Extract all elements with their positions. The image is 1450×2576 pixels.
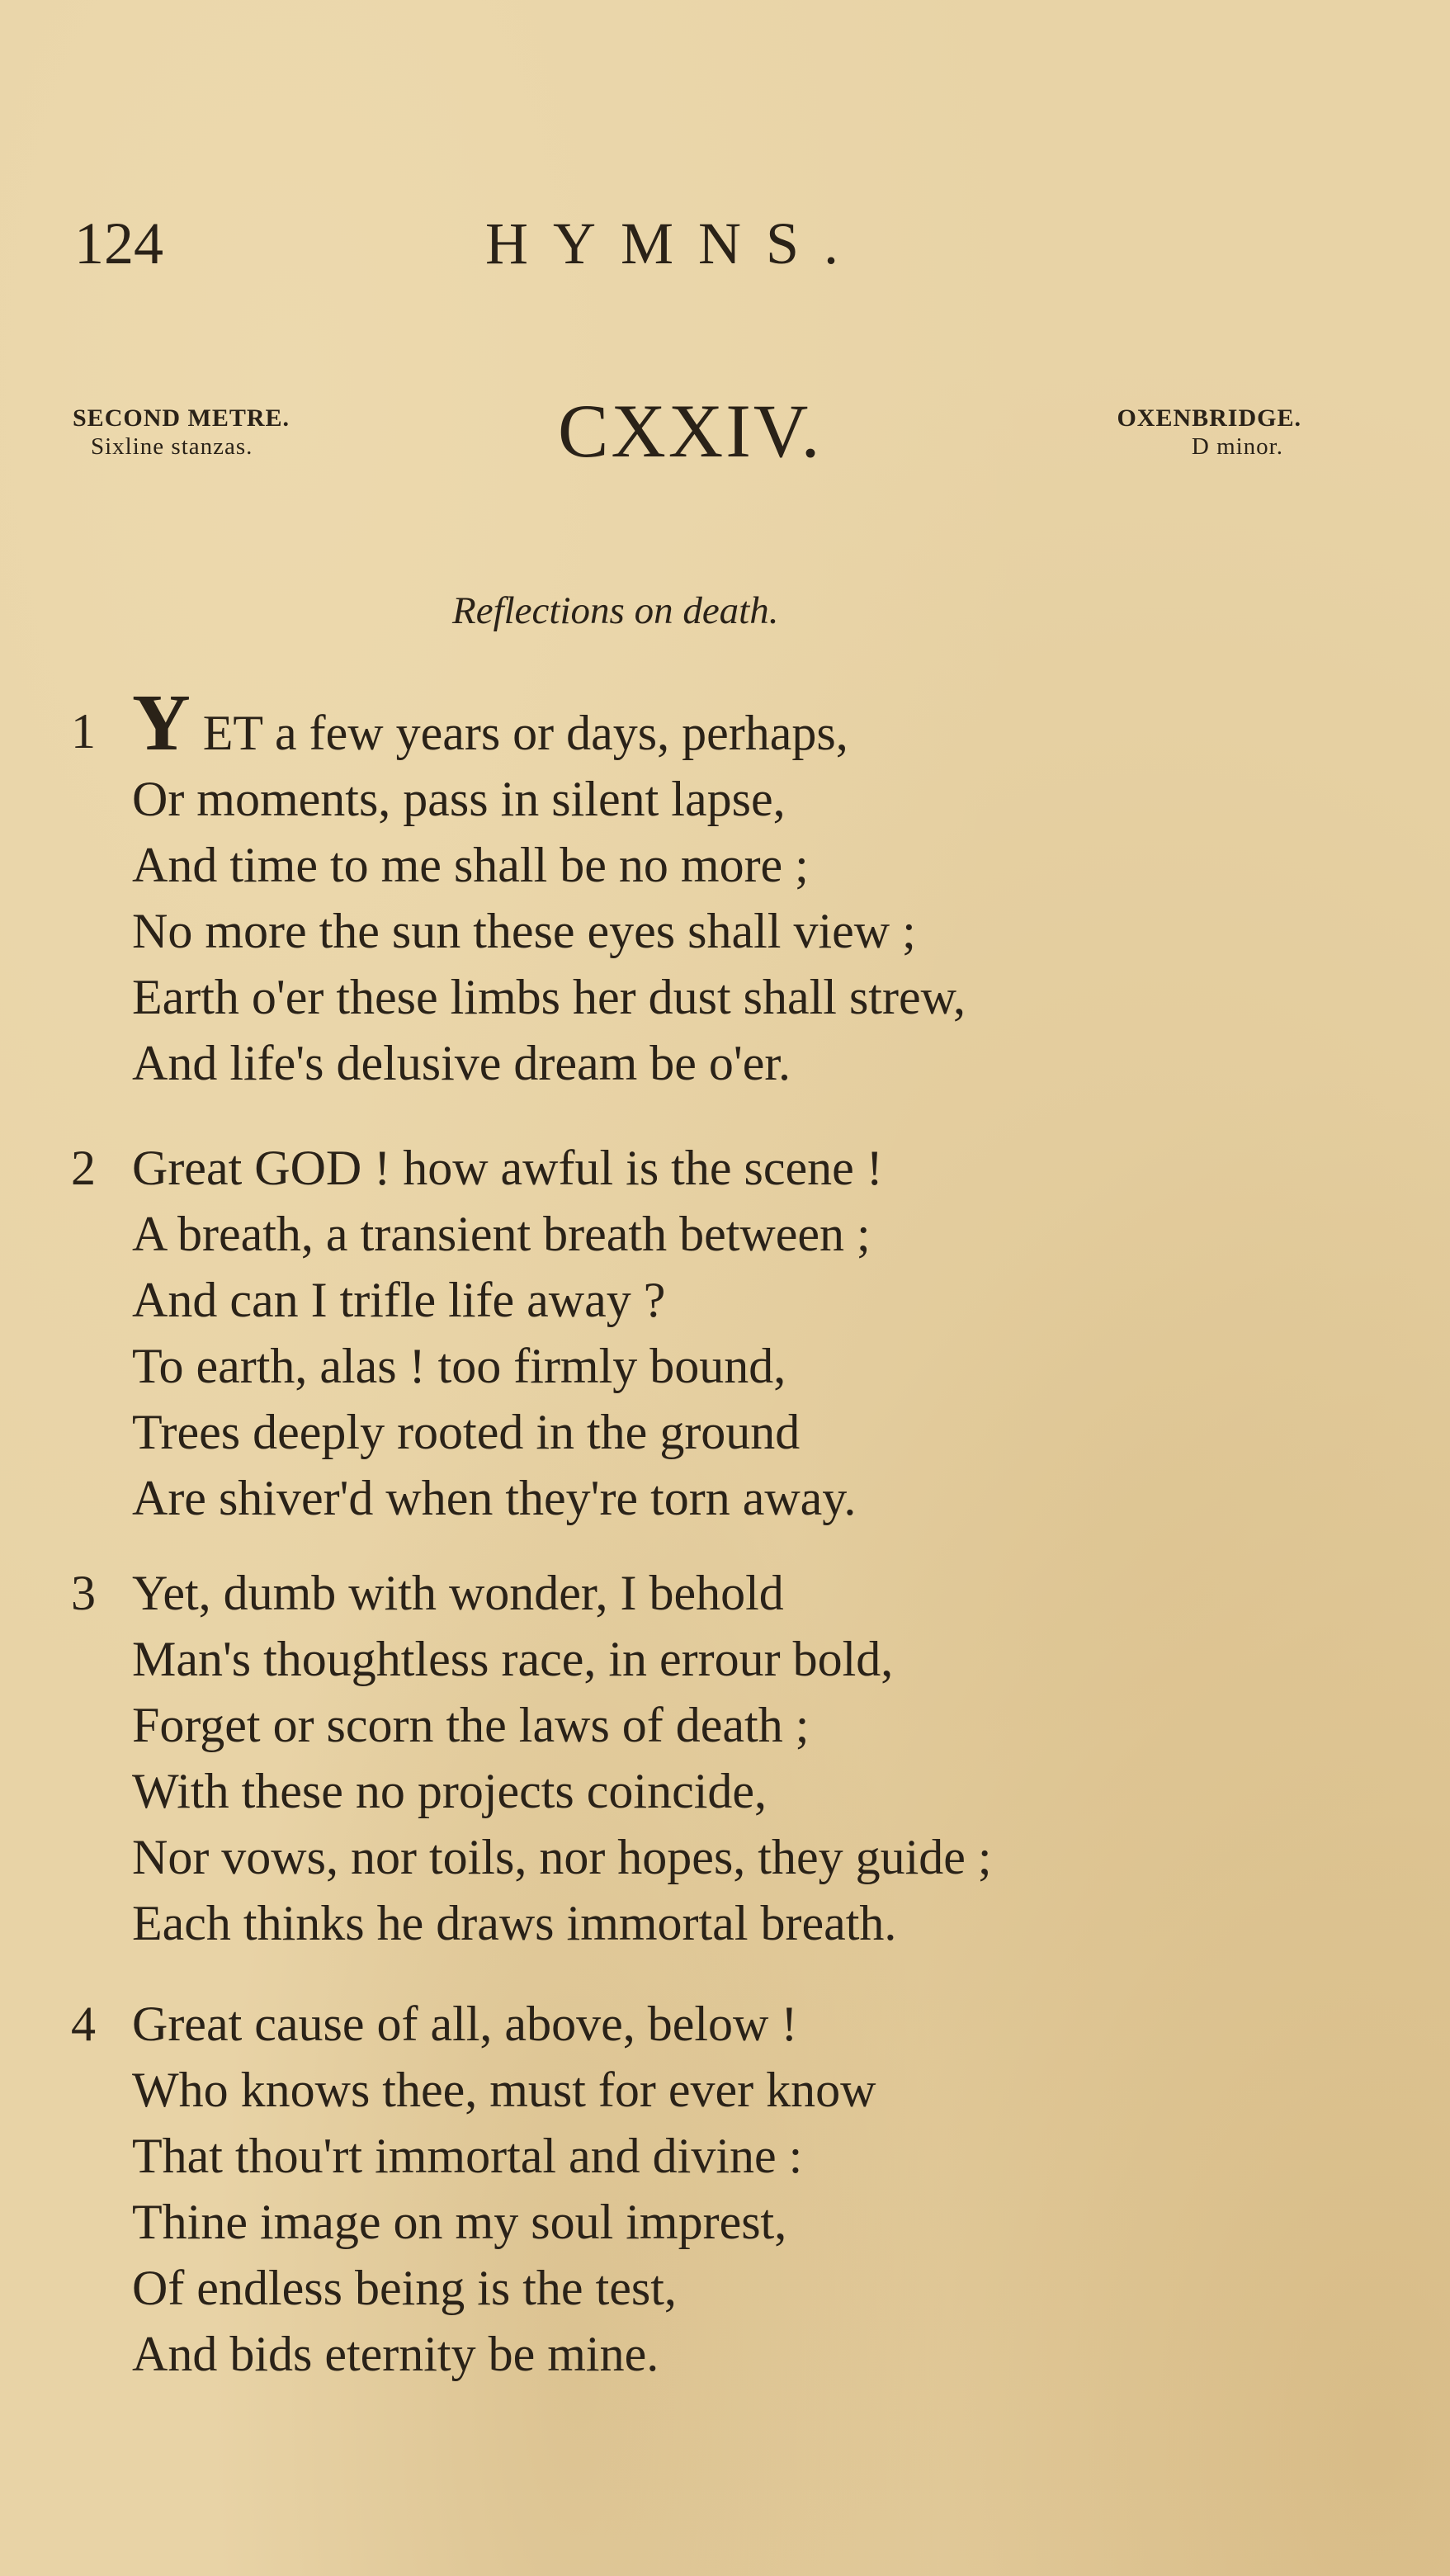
running-title: HYMNS.	[485, 210, 864, 277]
verse-line: And time to me shall be no more ;	[132, 838, 809, 892]
verse-line: Forget or scorn the laws of death ;	[132, 1698, 810, 1752]
verse-line: And life's delusive dream be o'er.	[132, 1036, 791, 1090]
verse-line: Thine image on my soul imprest,	[132, 2195, 787, 2249]
key-label: D minor.	[1191, 433, 1283, 460]
verse-line: Great cause of all, above, below !	[132, 1997, 798, 2051]
verse-line: No more the sun these eyes shall view ;	[132, 904, 916, 958]
meter-label: SECOND METRE.	[73, 404, 290, 432]
verse-line: A breath, a transient breath between ;	[132, 1207, 871, 1261]
verse-line	[132, 678, 1391, 768]
verse-line: Great GOD ! how awful is the scene !	[132, 1141, 883, 1195]
verse-line: With these no projects coincide,	[132, 1764, 768, 1818]
verse-line: That thou'rt immortal and divine :	[132, 2129, 803, 2183]
verse-line-rest: ET a few years or days, perhaps,	[202, 706, 848, 760]
page-number: 124	[74, 210, 163, 277]
hymn-number: CXXIV.	[558, 389, 823, 473]
verse-line: Nor vows, nor toils, nor hopes, they guide ;	[132, 1830, 992, 1884]
stanza	[71, 1135, 1391, 1531]
stanza	[71, 1991, 1391, 2387]
stanza-form-label: Sixline stanzas.	[91, 433, 253, 460]
drop-cap: Y	[132, 678, 191, 768]
verse-line: Each thinks he draws immortal breath.	[132, 1896, 897, 1950]
hymn-subtitle: Reflections on death.	[452, 589, 779, 632]
tune-info	[1117, 404, 1301, 461]
stanza-number: 2	[71, 1141, 96, 1195]
tune-label: OXENBRIDGE.	[1117, 404, 1301, 432]
verse-line: Are shiver'd when they're torn away.	[132, 1471, 857, 1525]
running-head	[74, 206, 900, 281]
verse-line: And can I trifle life away ?	[132, 1273, 666, 1327]
verse-line: Earth o'er these limbs her dust shall strew,	[132, 970, 966, 1024]
verse-line: Yet, dumb with wonder, I behold	[132, 1566, 784, 1620]
stanza-number: 4	[71, 1997, 96, 2051]
stanza	[71, 1560, 1391, 1956]
verse-line: Of endless being is the test,	[132, 2261, 677, 2315]
verse-line: Who knows thee, must for ever know	[132, 2063, 876, 2117]
verse-line: Man's thoughtless race, in errour bold,	[132, 1632, 894, 1686]
verse-line: Or moments, pass in silent lapse,	[132, 772, 786, 826]
verse-line: And bids eternity be mine.	[132, 2327, 659, 2381]
stanza-number: 3	[71, 1566, 96, 1620]
stanza	[71, 678, 1391, 1096]
verse-line: Trees deeply rooted in the ground	[132, 1405, 801, 1459]
stanza-number: 1	[71, 704, 96, 759]
verse-line: To earth, alas ! too firmly bound,	[132, 1339, 786, 1393]
meter-info	[73, 404, 290, 461]
